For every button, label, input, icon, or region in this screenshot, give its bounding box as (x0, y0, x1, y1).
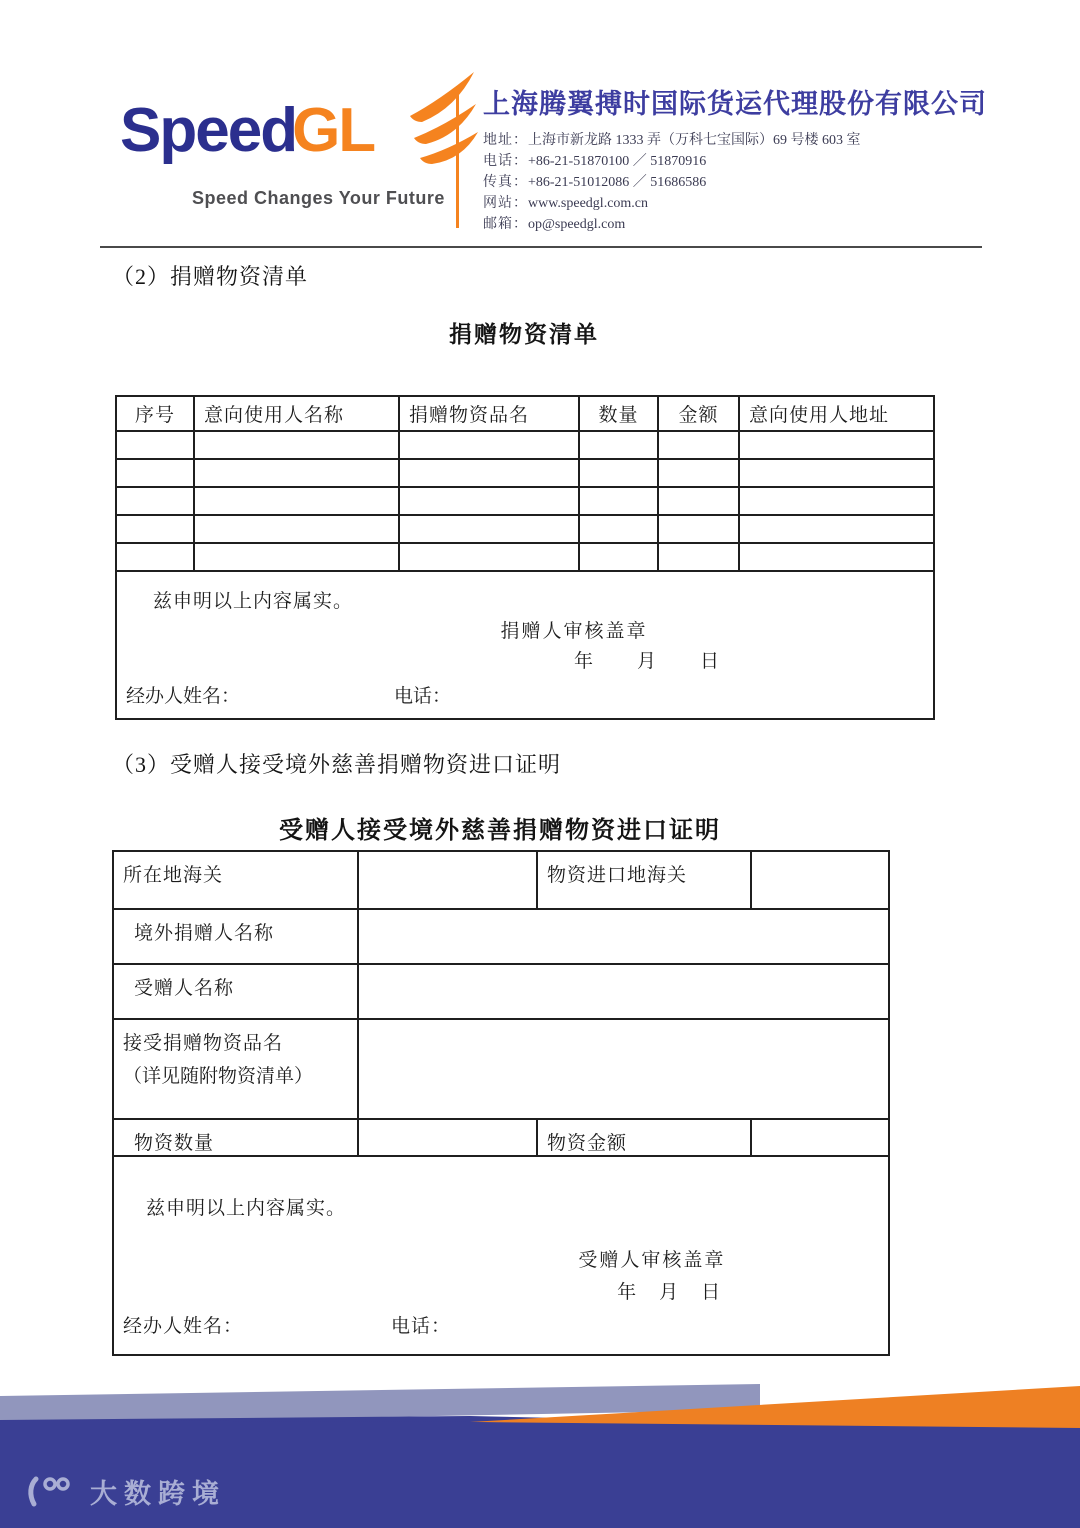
amount-label: 物资金额 (537, 1119, 751, 1156)
blank-cell (751, 851, 889, 909)
date-line: 年 月 日 (573, 651, 721, 672)
blank-cell (579, 459, 658, 487)
contact-value: +86-21-51870100 ／ 51870916 (528, 154, 707, 169)
contact-label: 传真： (483, 175, 528, 190)
donation-list-table (115, 395, 935, 720)
col-header-seq: 序号 (116, 396, 194, 431)
contact-label: 电话： (483, 154, 528, 169)
import-certificate-table (112, 850, 890, 1356)
blank-cell (116, 515, 194, 543)
table-row (113, 1119, 889, 1156)
blank-cell (739, 459, 934, 487)
contact-line-fax (483, 172, 861, 193)
logo-speed-text: Speed (120, 96, 297, 165)
contact-label: 网站： (483, 196, 528, 211)
logo-gl-text: GL (292, 96, 375, 165)
declaration-text: 兹申明以上内容属实。 (153, 591, 354, 612)
table1-header-row (116, 396, 934, 431)
col-header-goods-name: 捐赠物资品名 (399, 396, 579, 431)
section2-heading: （2）捐赠物资清单 (112, 264, 309, 289)
contact-value: +86-21-51012086 ／ 51686586 (528, 175, 707, 190)
table1-footer-row (116, 571, 934, 719)
phone-label: 电话： (391, 1316, 452, 1337)
blank-cell (579, 515, 658, 543)
blank-cell (658, 515, 739, 543)
table-row (116, 543, 934, 571)
blank-cell (739, 543, 934, 571)
contact-line-website (483, 193, 861, 214)
watermark-logo-icon (26, 1475, 78, 1509)
phone-label: 电话： (394, 686, 452, 707)
customs-import-label: 物资进口地海关 (537, 851, 751, 909)
header-rule (100, 246, 982, 248)
watermark (26, 1472, 226, 1511)
watermark-text: 大数跨境 (90, 1479, 226, 1509)
blank-cell (399, 431, 579, 459)
contact-label: 邮箱： (483, 217, 528, 232)
blank-cell (399, 459, 579, 487)
col-header-amount: 金额 (658, 396, 739, 431)
company-contact-info (483, 130, 861, 235)
table-row (116, 487, 934, 515)
table-row (113, 1019, 889, 1119)
contact-label: 地址： (483, 133, 528, 148)
col-header-intended-user: 意向使用人名称 (194, 396, 399, 431)
contact-line-email (483, 214, 861, 235)
blank-cell (739, 487, 934, 515)
goods-name-note: （详见随附物资清单） (123, 1066, 314, 1087)
blank-cell (658, 431, 739, 459)
blank-cell (751, 1119, 889, 1156)
contact-line-phone (483, 151, 861, 172)
blank-cell (739, 431, 934, 459)
donor-stamp-text: 捐赠人审核盖章 (500, 621, 648, 642)
contact-value: 上海市新龙路 1333 弄（万科七宝国际）69 号楼 603 室 (528, 133, 861, 148)
date-line: 年 月 日 (617, 1282, 723, 1303)
blank-cell (579, 487, 658, 515)
blank-cell (399, 487, 579, 515)
blank-cell (194, 515, 399, 543)
blank-cell (194, 487, 399, 515)
blank-cell (194, 543, 399, 571)
blank-cell (399, 543, 579, 571)
table1-footer-cell (116, 571, 934, 719)
blank-cell (116, 487, 194, 515)
operator-name-label: 经办人姓名： (126, 686, 241, 707)
speedgl-logo (112, 92, 452, 209)
logo-leaves-icon (370, 70, 480, 170)
blank-cell (358, 1119, 537, 1156)
section3-heading: （3）受赠人接受境外慈善捐赠物资进口证明 (112, 752, 562, 777)
blank-cell (116, 543, 194, 571)
company-name: 上海腾翼搏时国际货运代理股份有限公司 (483, 89, 987, 119)
blank-cell (579, 431, 658, 459)
blank-cell (358, 964, 889, 1019)
overseas-donor-label: 境外捐赠人名称 (113, 909, 358, 964)
blank-cell (579, 543, 658, 571)
contact-value: op@speedgl.com (528, 217, 626, 232)
logo-tagline: Speed Changes Your Future (192, 188, 445, 208)
blank-cell (739, 515, 934, 543)
recipient-label: 受赠人名称 (113, 964, 358, 1019)
customs-local-label: 所在地海关 (113, 851, 358, 909)
blank-cell (399, 515, 579, 543)
table-row (113, 964, 889, 1019)
quantity-label: 物资数量 (113, 1119, 358, 1156)
blank-cell (358, 851, 537, 909)
table-row (113, 851, 889, 909)
blank-cell (116, 459, 194, 487)
header-divider (456, 86, 459, 228)
table-row (116, 515, 934, 543)
blank-cell (116, 431, 194, 459)
table-row (116, 431, 934, 459)
table2-title: 受赠人接受境外慈善捐赠物资进口证明 (279, 818, 721, 844)
blank-cell (194, 459, 399, 487)
col-header-quantity: 数量 (579, 396, 658, 431)
contact-line-address (483, 130, 861, 151)
blank-cell (358, 1019, 889, 1119)
operator-name-label: 经办人姓名： (123, 1316, 244, 1337)
table2-footer-cell (113, 1156, 889, 1355)
blank-cell (658, 459, 739, 487)
col-header-user-address: 意向使用人地址 (739, 396, 934, 431)
recipient-stamp-text: 受赠人审核盖章 (578, 1250, 726, 1271)
blank-cell (194, 431, 399, 459)
table1-title: 捐赠物资清单 (449, 322, 599, 347)
table-row (113, 909, 889, 964)
blank-cell (358, 909, 889, 964)
blank-cell (658, 487, 739, 515)
declaration-text: 兹申明以上内容属实。 (146, 1198, 347, 1219)
contact-value: www.speedgl.com.cn (528, 196, 649, 211)
table2-footer-row (113, 1156, 889, 1355)
table-row (116, 459, 934, 487)
blank-cell (658, 543, 739, 571)
goods-name-label: 接受捐赠物资品名 （详见随附物资清单） (113, 1019, 358, 1119)
